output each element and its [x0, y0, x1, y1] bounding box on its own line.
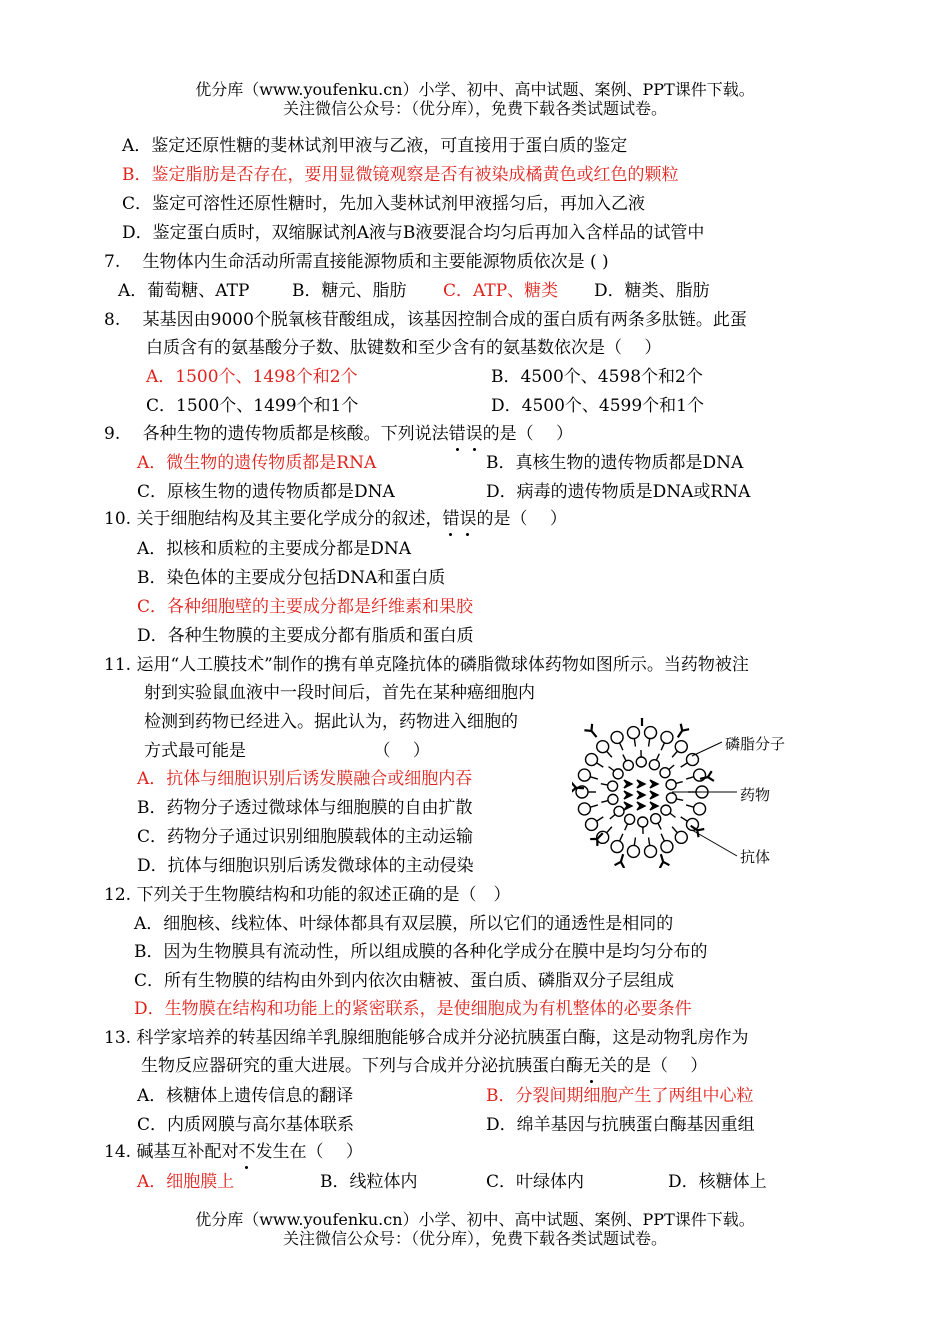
drug-molecule	[624, 802, 632, 810]
phospholipid-head	[675, 831, 687, 843]
emphasis-dot-char: 误	[459, 509, 477, 529]
phospholipid-head	[614, 806, 624, 816]
q7-stem: 7. 生物体内生命活动所需直接能源物质和主要能源物质依次是 ( )	[104, 252, 609, 272]
phospholipid-head	[661, 731, 673, 743]
phospholipid-head	[578, 803, 590, 815]
header-line-2: 关注微信公众号：（优分库），免费下载各类试题试卷。	[282, 99, 667, 118]
phospholipid-pointer	[692, 742, 722, 756]
phospholipid-head	[608, 781, 618, 791]
q8-stem-line-1: 8. 某基因由9000个脱氧核苷酸组成，该基因控制合成的蛋白质有两条多肽链。此蛋	[104, 310, 747, 330]
q9-option-b: B．真核生物的遗传物质都是DNA	[486, 453, 744, 473]
drug-molecule	[637, 802, 645, 810]
drug-molecule	[650, 780, 658, 788]
q9-option-a-answer: A．微生物的遗传物质都是RNA	[137, 453, 377, 473]
drug-label: 药物	[740, 786, 771, 804]
antibody-shape	[637, 718, 647, 726]
q12-option-c: C．所有生物膜的结构由外到内依次由糖被、蛋白质、磷脂双分子层组成	[134, 971, 675, 991]
q8-option-d: D．4500个、4599个和1个	[491, 396, 704, 416]
phospholipid-head	[623, 760, 633, 770]
phospholipid-label: 磷脂分子	[725, 735, 786, 753]
q8-option-b: B．4500个、4598个和2个	[491, 367, 703, 387]
q13-option-a: A．核糖体上遗传信息的翻译	[137, 1086, 354, 1106]
phospholipid-head	[675, 741, 687, 753]
phospholipid-head	[613, 769, 623, 779]
emphasis-dot-char: 错	[442, 509, 460, 529]
footer-line-2: 关注微信公众号：（优分库），免费下载各类试题试卷。	[282, 1229, 667, 1248]
q11-stem-line-2: 射到实验鼠血液中一段时间后，首先在某种癌细胞内	[144, 683, 535, 703]
q14-option-b: B．线粒体内	[320, 1172, 418, 1192]
q11-option-d: D．抗体与细胞识别后诱发微球体的主动侵染	[137, 856, 474, 876]
antibody-shape	[584, 724, 596, 737]
drug-molecule	[637, 780, 645, 788]
q12-option-d-answer: D．生物膜在结构和功能上的紧密联系，是使细胞成为有机整体的必要条件	[134, 999, 692, 1019]
phospholipid-head	[627, 845, 639, 857]
q13-stem-line-1: 13. 科学家培养的转基因绵羊乳腺细胞能够合成并分泌抗胰蛋白酶，这是动物乳房作为	[104, 1028, 749, 1048]
phospholipid-head	[611, 841, 623, 853]
q12-option-a: A．细胞核、线粒体、叶绿体都具有双层膜，所以它们的通透性是相同的	[134, 914, 674, 934]
emphasis-dot-char: 误	[465, 424, 483, 444]
q6-option-a: A．鉴定还原性糖的斐林试剂甲液与乙液，可直接用于蛋白质的鉴定	[122, 136, 628, 156]
phospholipid-head	[660, 768, 670, 778]
q13-option-b-answer: B．分裂间期细胞产生了两组中心粒	[486, 1086, 754, 1106]
q13-option-c: C．内质网膜与高尔基体联系	[137, 1115, 355, 1135]
antibody-label: 抗体	[740, 848, 771, 866]
phospholipid-head	[645, 727, 657, 739]
q11-option-b: B．药物分子透过微球体与细胞膜的自由扩散	[137, 798, 473, 818]
phospholipid-head	[661, 841, 673, 853]
emphasis-dot-char: 错	[448, 424, 466, 444]
q10-option-c-answer: C．各种细胞壁的主要成分都是纤维素和果胶	[137, 597, 474, 617]
header-line-1: 优分库（www.youfenku.cn）小学、初中、高中试题、案例、PPT课件下载。	[195, 80, 755, 99]
antibody-shape	[660, 854, 670, 868]
q7-option-b: B．糖元、脂肪	[292, 281, 407, 301]
q11-option-a-answer: A．抗体与细胞识别后诱发膜融合或细胞内吞	[137, 769, 473, 789]
q14-option-d: D．核糖体上	[668, 1172, 767, 1192]
q11-stem-line-4: 方式最可能是 （ ）	[144, 741, 430, 761]
drug-molecule	[637, 791, 645, 799]
q6-option-b-answer: B．鉴定脂肪是否存在，要用显微镜观察是否有被染成橘黄色或红色的颗粒	[122, 165, 679, 185]
drug-molecule	[650, 791, 658, 799]
q10-option-b: B．染色体的主要成分包括DNA和蛋白质	[137, 568, 446, 588]
footer-line-1: 优分库（www.youfenku.cn）小学、初中、高中试题、案例、PPT课件下载。	[195, 1210, 755, 1229]
q11-option-c: C．药物分子通过识别细胞膜载体的主动运输	[137, 827, 474, 847]
phospholipid-head	[627, 727, 639, 739]
q7-option-a: A．葡萄糖、ATP	[118, 281, 250, 301]
q9-option-c: C．原核生物的遗传物质都是DNA	[137, 482, 395, 502]
antibody-pointer	[692, 830, 737, 856]
emphasis-dot-char: 不	[238, 1142, 256, 1162]
phospholipid-head	[611, 731, 623, 743]
q8-stem-line-2: 白质含有的氨基酸分子数、肽键数和至少含有的氨基数依次是（ ）	[146, 338, 662, 358]
phospholipid-head	[694, 803, 706, 815]
phospholipid-head	[608, 794, 618, 804]
q6-option-c: C．鉴定可溶性还原性糖时，先加入斐林试剂甲液摇匀后，再加入乙液	[122, 194, 646, 214]
phospholipid-head	[586, 754, 598, 766]
drug-molecule	[650, 802, 658, 810]
phospholipid-head	[694, 769, 706, 781]
q12-stem: 12. 下列关于生物膜结构和功能的叙述正确的是（ ）	[104, 885, 511, 905]
phospholipid-head	[666, 793, 676, 803]
q8-option-a-answer: A．1500个、1498个和2个	[146, 367, 358, 387]
phospholipid-head	[578, 769, 590, 781]
q13-option-d: D．绵羊基因与抗胰蛋白酶基因重组	[486, 1115, 755, 1135]
q8-option-c: C．1500个、1499个和1个	[146, 396, 359, 416]
drug-molecule	[624, 780, 632, 788]
q6-option-d: D．鉴定蛋白质时，双缩脲试剂A液与B液要混合均匀后再加入含样品的试管中	[122, 223, 705, 243]
phospholipid-head	[666, 780, 676, 790]
drug-molecule	[624, 791, 632, 799]
phospholipid-head	[661, 805, 671, 815]
q11-stem-line-3: 检测到药物已经进入。据此认为，药物进入细胞的	[144, 712, 518, 732]
q10-option-a: A．拟核和质粒的主要成分都是DNA	[137, 539, 412, 559]
q14-stem: 14. 碱基互补配对不发生在（ ）	[104, 1142, 363, 1162]
phospholipid-head	[645, 845, 657, 857]
emphasis-dot-char: 无	[583, 1056, 600, 1076]
q10-stem: 10. 关于细胞结构及其主要化学成分的叙述，错误的是（ ）	[104, 509, 567, 529]
phospholipid-head	[636, 757, 646, 767]
q7-option-d: D．糖类、脂肪	[594, 281, 710, 301]
q10-option-d: D．各种生物膜的主要成分都有脂质和蛋白质	[137, 626, 474, 646]
q9-stem: 9. 各种生物的遗传物质都是核酸。下列说法错误的是（ ）	[104, 424, 574, 444]
q14-option-c: C．叶绿体内	[486, 1172, 585, 1192]
q7-option-c-answer: C．ATP、糖类	[443, 281, 559, 301]
q12-option-b: B．因为生物膜具有流动性，所以组成膜的各种化学成分在膜中是均匀分布的	[134, 942, 708, 962]
q11-stem-line-1: 11. 运用“人工膜技术”制作的携有单克隆抗体的磷脂微球体药物如图所示。当药物被注	[104, 655, 749, 675]
q14-option-a-answer: A．细胞膜上	[137, 1172, 235, 1192]
phospholipid-head	[651, 814, 661, 824]
phospholipid-head	[586, 818, 598, 830]
phospholipid-head	[625, 814, 635, 824]
phospholipid-head	[649, 760, 659, 770]
q9-option-d: D．病毒的遗传物质是DNA或RNA	[486, 482, 751, 502]
phospholipid-head	[638, 817, 648, 827]
phospholipid-head	[597, 741, 609, 753]
antibody-shape	[678, 724, 689, 738]
q13-stem-line-2: 生物反应器研究的重大进展。下列与合成并分泌抗胰蛋白酶无关的是（ ）	[141, 1056, 708, 1076]
antibody-shape	[615, 854, 625, 868]
